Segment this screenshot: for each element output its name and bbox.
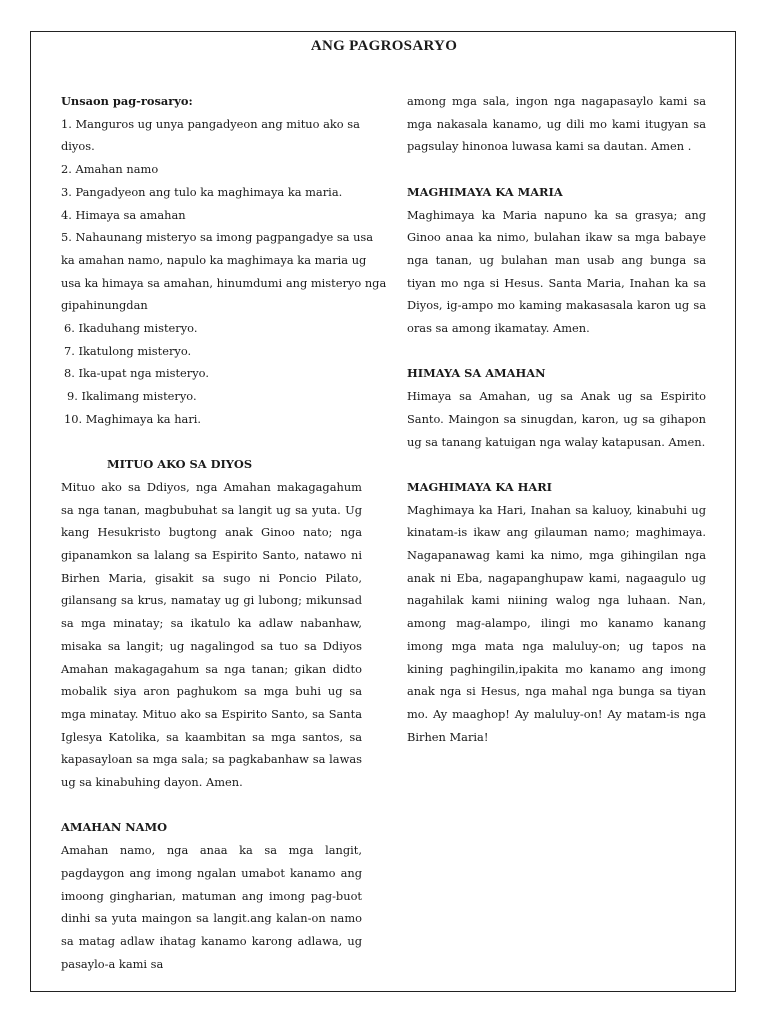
himaya-text: Himaya sa Amahan, ug sa Anak ug sa Espirito Santo. Maingon sa sinugdan, karon, ug sa gihapon ug sa tanang katuigan nga walay katapusan. Amen. bbox=[407, 389, 706, 449]
instruction-line: usa ka himaya sa amahan, hinumdumi ang misteryo nga bbox=[61, 275, 387, 290]
instruction-line: 6. Ikaduhang misteryo. bbox=[64, 321, 198, 336]
mituo-heading: MITUO AKO SA DIYOS bbox=[107, 457, 253, 472]
amahan-heading: AMAHAN NAMO bbox=[61, 820, 168, 835]
instruction-line: 4. Himaya sa amahan bbox=[61, 207, 186, 222]
right-column bbox=[407, 90, 706, 748]
hari-heading: MAGHIMAYA KA HARI bbox=[407, 479, 552, 494]
instructions-heading: Unsaon pag-rosaryo: bbox=[61, 94, 193, 108]
left-column bbox=[61, 90, 387, 975]
maria-text: Maghimaya ka Maria napuno ka sa grasya; ang Ginoo anaa ka nimo, bulahan ikaw sa mga babaye nga tanan, ug bulahan man usab ang bunga sa tiyan mo nga si Hesus. Santa Maria, Inahan ka sa Diyos, ig-ampo mo kaming makasasala karon ug sa oras sa among ikamatay. Amen. bbox=[407, 207, 706, 336]
himaya-heading: HIMAYA SA AMAHAN bbox=[407, 366, 546, 381]
mituo-text: Mituo ako sa Ddiyos, nga Amahan makagagahum sa nga tanan, magbubuhat sa langit ug sa yuta. Ug kang Hesukristo bugtong anak Ginoo nato; nga gipanamkon sa lalang sa Espirito Santo, natawo ni Birhen Maria, gisakit sa sugo ni Poncio Pilato, gilansang sa krus, namatay ug gi lubong; mikunsad sa mga minatay; sa ikatulo ka adlaw nabanhaw, misaka sa langit; ug nagalingod sa tuo sa Ddiyos Amahan makagagahum sa nga tanan; gikan didto mobalik siya aron paghukom sa mga buhi ug sa mga minatay. Mituo ako sa Espirito Santo, sa Santa Iglesya Katolika, sa kaambitan sa mga santos, sa kapasayloan sa mga sala; sa pagkabanhaw sa lawas ug sa kinabuhing dayon. Amen. bbox=[61, 479, 362, 790]
instruction-line: ka amahan namo, napulo ka maghimaya ka maria ug bbox=[61, 252, 367, 267]
amahan-text: Amahan namo, nga anaa ka sa mga langit, pagdaygon ang imong ngalan umabot kanamo ang imoong gingharian, matuman ang imong pag-buot dinhi sa yuta maingon sa langit.ang kalan-on namo sa matag adlaw ihatag kanamo karong adlawa, ug pasaylo-a kami sa bbox=[61, 843, 362, 971]
page-title: ANG PAGROSARYO bbox=[310, 38, 458, 54]
instruction-line: diyos. bbox=[61, 139, 95, 154]
amahan-continuation: among mga sala, ingon nga nagapasaylo kami sa mga nakasala kanamo, ug dili mo kami itugyan sa pagsulay hinonoa luwasa kami sa dautan. Amen . bbox=[407, 94, 706, 154]
instruction-line: 10. Maghimaya ka hari. bbox=[64, 411, 202, 426]
instruction-line: 7. Ikatulong misteryo. bbox=[64, 343, 192, 358]
maria-heading: MAGHIMAYA KA MARIA bbox=[407, 184, 563, 199]
instruction-line: 2. Amahan namo bbox=[61, 162, 159, 177]
instruction-line: 5. Nahaunang misteryo sa imong pagpangadye sa usa bbox=[61, 230, 374, 245]
instruction-line: 1. Manguros ug unya pangadyeon ang mituo ako sa bbox=[61, 116, 360, 131]
hari-text: Maghimaya ka Hari, Inahan sa kaluoy, kinabuhi ug kinatam-is ikaw ang gilauman namo; maghimaya. Nagapanawag kami ka nimo, mga gihingilan nga anak ni Eba, nagapanghupaw kami, nagaagulo ug nagahilak kami niining walog nga luhaan. Nan, among mag-alampo, ilingi mo kanamo kanang imong mga mata nga maluluy-on; ug tapos na kining paghingilin,ipakita mo kanamo ang imong anak nga si Hesus, nga mahal nga bunga sa tiyan mo. Ay maaghop! Ay maluluy-on! Ay matam-is nga Birhen Maria! bbox=[407, 502, 706, 744]
instruction-line: 9. Ikalimang misteryo. bbox=[67, 389, 197, 404]
instruction-line: 3. Pangadyeon ang tulo ka maghimaya ka maria. bbox=[61, 184, 343, 199]
instruction-line: 8. Ika-upat nga misteryo. bbox=[64, 366, 209, 381]
instruction-line: gipahinungdan bbox=[61, 298, 148, 313]
